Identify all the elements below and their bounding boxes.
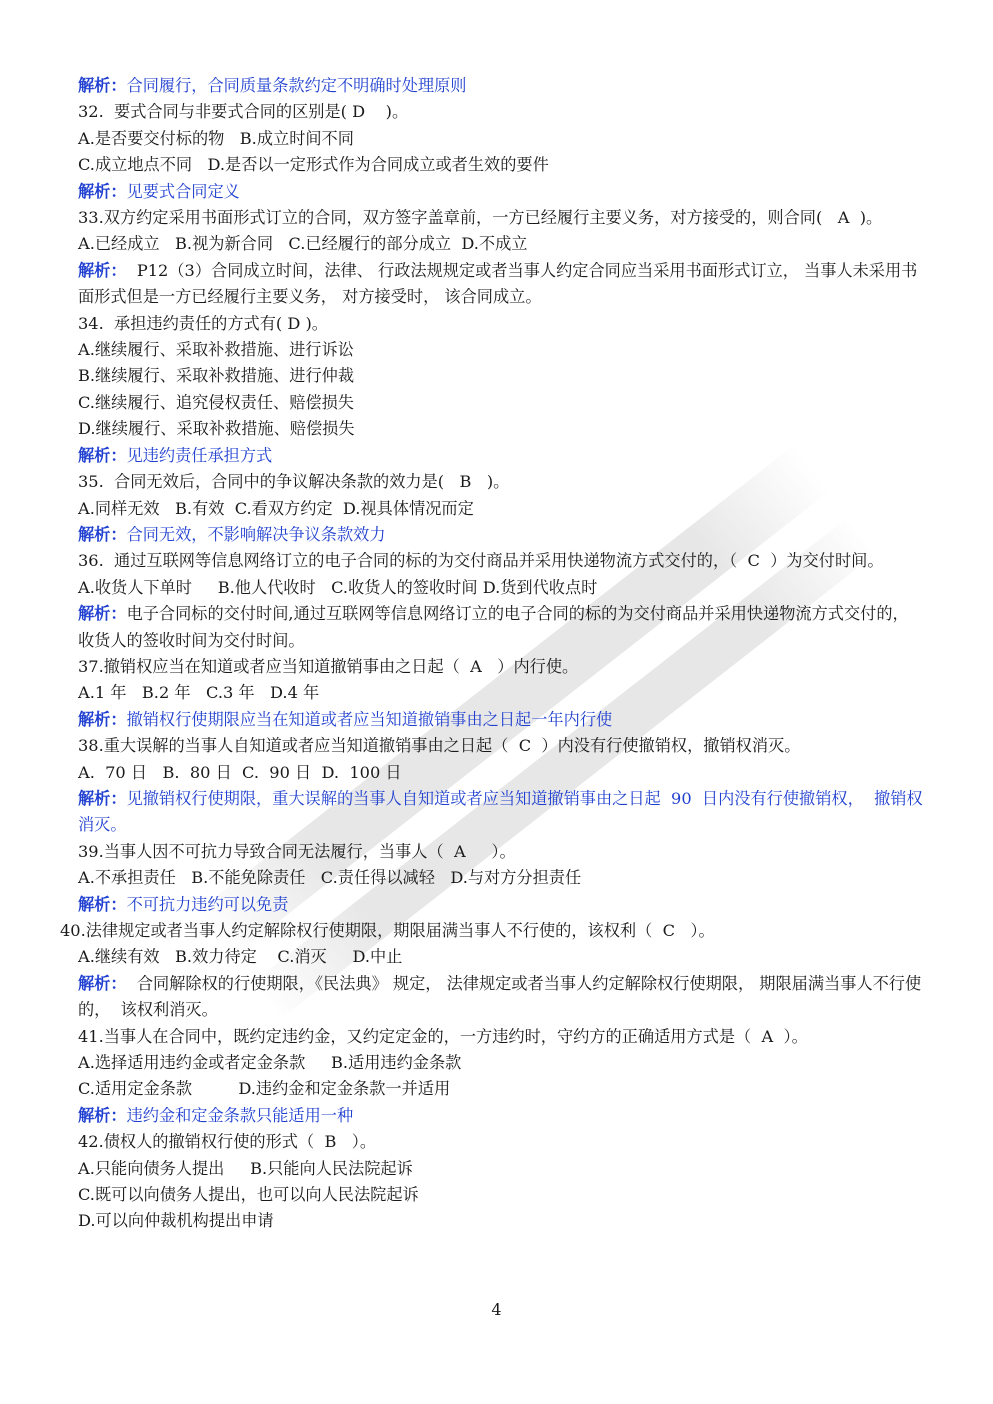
option-line: A. 70 日 B. 80 日 C. 90 日 D. 100 日 (78, 762, 402, 782)
analysis-label: 解析： (78, 524, 127, 544)
analysis-text: 合同解除权的行使期限，《民法典》 规定， 法律规定或者当事人约定解除权行使期限， 期限届满当事人不行使的， 该权利消灭。 (78, 973, 922, 1020)
analysis-line (78, 258, 928, 311)
analysis-text: 见撤销权行使期限，重大误解的当事人自知道或者应当知道撤销事由之日起 90 日内没有行使撤销权， 撤销权消灭。 (78, 788, 923, 835)
analysis-label: 解析： (78, 788, 127, 808)
analysis-line (78, 522, 928, 548)
analysis-label: 解析： (78, 894, 127, 914)
analysis-line (78, 73, 928, 99)
question-text: 33.双方约定采用书面形式订立的合同，双方签字盖章前，一方已经履行主要义务，对方接受的，则合同( A )。 (78, 208, 883, 228)
analysis-text: 合同履行，合同质量条款约定不明确时处理原则 (126, 76, 467, 95)
option-line: D.可以向仲裁机构提出申请 (78, 1211, 274, 1231)
option-line: C.继续履行、追究侵权责任、赔偿损失 (78, 392, 354, 412)
question-text: 39.当事人因不可抗力导致合同无法履行，当事人（ A ）。 (78, 841, 516, 861)
option-line: A.继续履行、采取补救措施、进行诉讼 (78, 340, 354, 360)
analysis-label: 解析： (78, 1105, 127, 1125)
option-line: C.适用定金条款 D.违约金和定金条款一并适用 (78, 1079, 451, 1099)
analysis-text: 撤销权行使期限应当在知道或者应当知道撤销事由之日起一年内行使 (126, 709, 613, 729)
analysis-line (78, 179, 928, 205)
option-line: A.只能向债务人提出 B.只能向人民法院起诉 (78, 1158, 413, 1178)
analysis-text: 见要式合同定义 (126, 181, 240, 201)
option-line: A.继续有效 B.效力待定 C.消灭 D.中止 (78, 947, 403, 967)
question-text: 37.撤销权应当在知道或者应当知道撤销事由之日起（ A ）内行使。 (78, 656, 579, 676)
analysis-text: 见违约责任承担方式 (126, 445, 273, 465)
option-line: A.是否要交付标的物 B.成立时间不同 (78, 128, 354, 148)
question-text: 32. 要式合同与非要式合同的区别是( D )。 (78, 102, 409, 122)
option-line: A.1 年 B.2 年 C.3 年 D.4 年 (78, 683, 320, 703)
analysis-line (78, 1103, 928, 1129)
question-text: 40.法律规定或者当事人约定解除权行使期限，期限届满当事人不行使的，该权利（ C ）。 (60, 921, 715, 940)
question-text: 41.当事人在合同中，既约定违约金，又约定定金的，一方违约时，守约方的正确适用方式是（ A ）。 (78, 1026, 808, 1046)
analysis-line (78, 971, 928, 1024)
analysis-text: 违约金和定金条款只能适用一种 (126, 1105, 354, 1125)
option-line: C.既可以向债务人提出，也可以向人民法院起诉 (78, 1185, 419, 1205)
page-number: 4 (491, 1300, 502, 1319)
option-line: A.收货人下单时 B.他人代收时 C.收货人的签收时间 D.货到代收点时 (78, 577, 598, 597)
analysis-line (78, 601, 928, 654)
option-line: A.已经成立 B.视为新合同 C.已经履行的部分成立 D.不成立 (78, 234, 528, 254)
analysis-line (78, 443, 928, 469)
analysis-label: 解析： (78, 445, 127, 465)
question-text: 34. 承担违约责任的方式有( D )。 (78, 313, 328, 333)
analysis-text: P12（3）合同成立时间，法律、 行政法规规定或者当事人约定合同应当采用书面形式订立， 当事人未采用书面形式但是一方已经履行主要义务， 对方接受时， 该合同成立。 (78, 260, 918, 307)
question-text: 38.重大误解的当事人自知道或者应当知道撤销事由之日起（ C ）内没有行使撤销权，撤销权消灭。 (78, 736, 801, 756)
analysis-label: 解析： (78, 181, 127, 201)
analysis-label: 解析： (78, 604, 127, 624)
option-line: D.继续履行、采取补救措施、赔偿损失 (78, 419, 355, 439)
analysis-line (78, 786, 928, 839)
analysis-label: 解析： (78, 973, 127, 993)
option-line: A.不承担责任 B.不能免除责任 C.责任得以减轻 D.与对方分担责任 (78, 868, 582, 888)
analysis-line (78, 707, 928, 733)
option-line: C.成立地点不同 D.是否以一定形式作为合同成立或者生效的要件 (78, 155, 549, 175)
analysis-text: 合同无效，不影响解决争议条款效力 (126, 524, 386, 544)
option-line: B.继续履行、采取补救措施、进行仲裁 (78, 366, 355, 386)
analysis-label: 解析： (78, 76, 127, 95)
option-line: A.选择适用违约金或者定金条款 B.适用违约金条款 (78, 1053, 462, 1073)
analysis-text: 电子合同标的交付时间,通过互联网等信息网络订立的电子合同的标的为交付商品并采用快递物流方式交付的， 收货人的签收时间为交付时间。 (78, 604, 914, 650)
option-line: A.同样无效 B.有效 C.看双方约定 D.视具体情况而定 (78, 498, 474, 518)
analysis-line (78, 892, 928, 918)
analysis-label: 解析： (78, 709, 127, 729)
analysis-label: 解析： (78, 260, 127, 280)
question-text: 42.债权人的撤销权行使的形式（ B ）。 (78, 1132, 377, 1152)
document-body (60, 73, 928, 1235)
analysis-text: 不可抗力违约可以免责 (126, 894, 289, 914)
question-text: 35. 合同无效后，合同中的争议解决条款的效力是( B )。 (78, 472, 510, 492)
question-text: 36. 通过互联网等信息网络订立的电子合同的标的为交付商品并采用快递物流方式交付的，（ C ）为交付时间。 (78, 551, 884, 571)
